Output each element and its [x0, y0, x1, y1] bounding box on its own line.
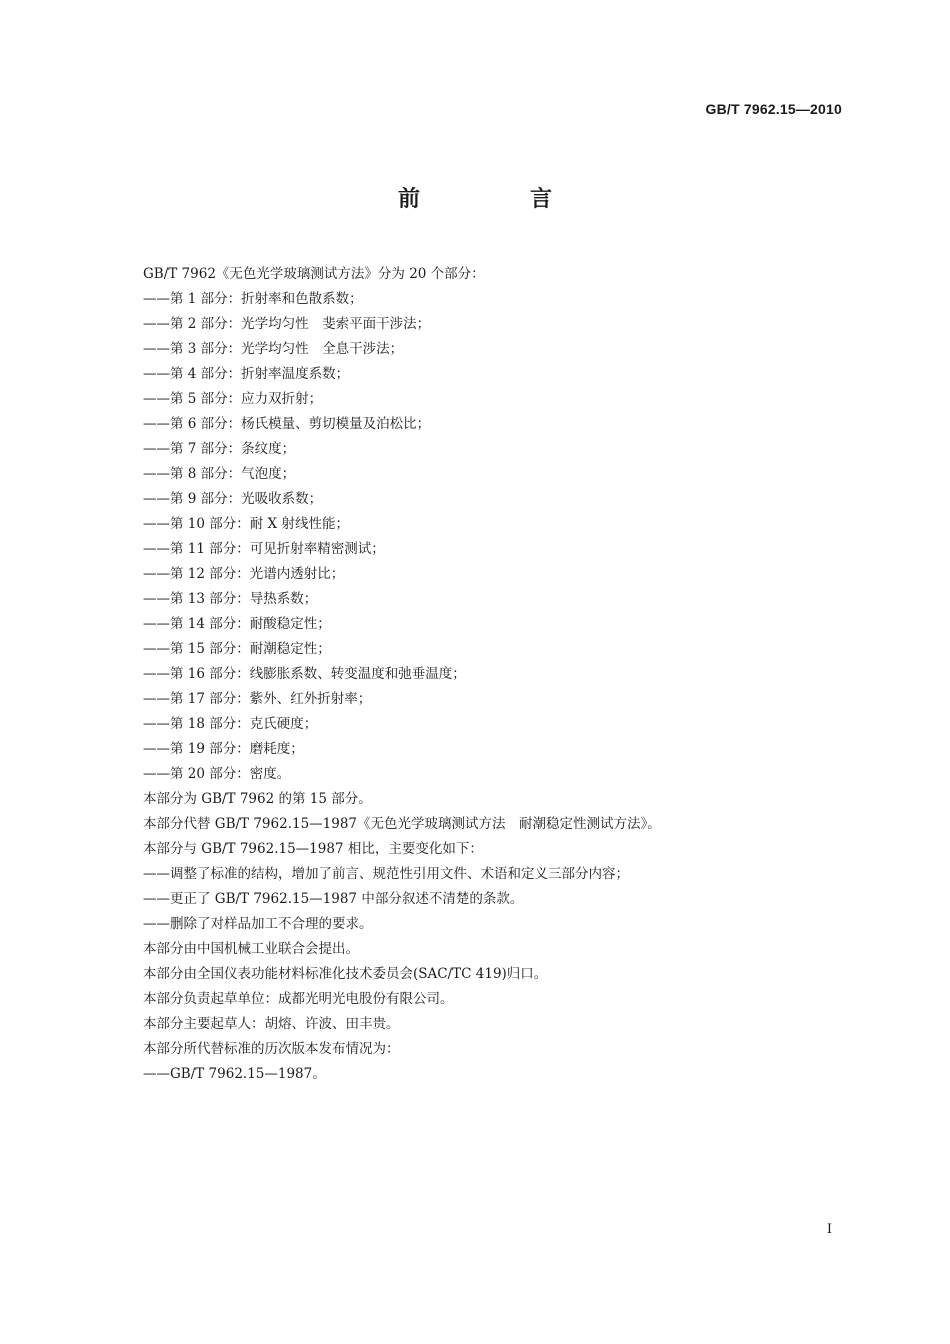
text-line: 本部分主要起草人：胡熔、许波、田丰贵。	[143, 1016, 400, 1032]
text-line: ——第 2 部分：光学均匀性 斐索平面干涉法；	[143, 316, 431, 332]
page-number: I	[826, 1222, 832, 1237]
text-line: ——删除了对样品加工不合理的要求。	[143, 916, 373, 932]
text-line: 本部分由中国机械工业联合会提出。	[143, 941, 359, 957]
text-line: ——第 16 部分：线膨胀系数、转变温度和弛垂温度；	[143, 666, 466, 682]
text-line: ——第 6 部分：杨氏模量、剪切模量及泊松比；	[143, 416, 431, 432]
foreword-body	[143, 262, 843, 1087]
text-line: 本部分代替 GB/T 7962.15—1987《无色光学玻璃测试方法 耐潮稳定性测试方法》。	[143, 816, 661, 832]
text-line: GB/T 7962《无色光学玻璃测试方法》分为 20 个部分：	[143, 266, 485, 282]
text-line: ——第 11 部分：可见折射率精密测试；	[143, 541, 385, 557]
text-line: ——第 9 部分：光吸收系数；	[143, 491, 323, 507]
text-line: ——更正了 GB/T 7962.15—1987 中部分叙述不清楚的条款。	[143, 891, 524, 907]
text-line: ——第 17 部分：紫外、红外折射率；	[143, 691, 372, 707]
text-line: ——第 20 部分：密度。	[143, 766, 291, 782]
text-line: 本部分与 GB/T 7962.15—1987 相比，主要变化如下：	[143, 841, 483, 857]
standard-code: GB/T 7962.15—2010	[705, 101, 842, 117]
text-line: 本部分为 GB/T 7962 的第 15 部分。	[143, 791, 372, 807]
text-line: ——第 13 部分：导热系数；	[143, 591, 318, 607]
text-line: ——第 18 部分：克氏硬度；	[143, 716, 318, 732]
text-line: 本部分负责起草单位：成都光明光电股份有限公司。	[143, 991, 454, 1007]
text-line: ——第 3 部分：光学均匀性 全息干涉法；	[143, 341, 404, 357]
text-line: 本部分所代替标准的历次版本发布情况为：	[143, 1041, 400, 1057]
page-title: 前 言	[397, 187, 596, 212]
text-line: ——第 10 部分：耐 X 射线性能；	[143, 516, 349, 532]
text-line: ——第 5 部分：应力双折射；	[143, 391, 323, 407]
text-line: ——第 7 部分：条纹度；	[143, 441, 296, 457]
text-line: ——第 15 部分：耐潮稳定性；	[143, 641, 331, 657]
text-line: ——第 12 部分：光谱内透射比；	[143, 566, 345, 582]
text-line: 本部分由全国仪表功能材料标准化技术委员会(SAC/TC 419)归口。	[143, 966, 548, 982]
text-line: ——第 1 部分：折射率和色散系数；	[143, 291, 363, 307]
text-line: ——GB/T 7962.15—1987。	[143, 1066, 326, 1082]
text-line: ——第 4 部分：折射率温度系数；	[143, 366, 350, 382]
text-line: ——调整了标准的结构，增加了前言、规范性引用文件、术语和定义三部分内容；	[143, 866, 629, 882]
text-line: ——第 8 部分：气泡度；	[143, 466, 296, 482]
text-line: ——第 19 部分：磨耗度；	[143, 741, 304, 757]
text-line: ——第 14 部分：耐酸稳定性；	[143, 616, 331, 632]
